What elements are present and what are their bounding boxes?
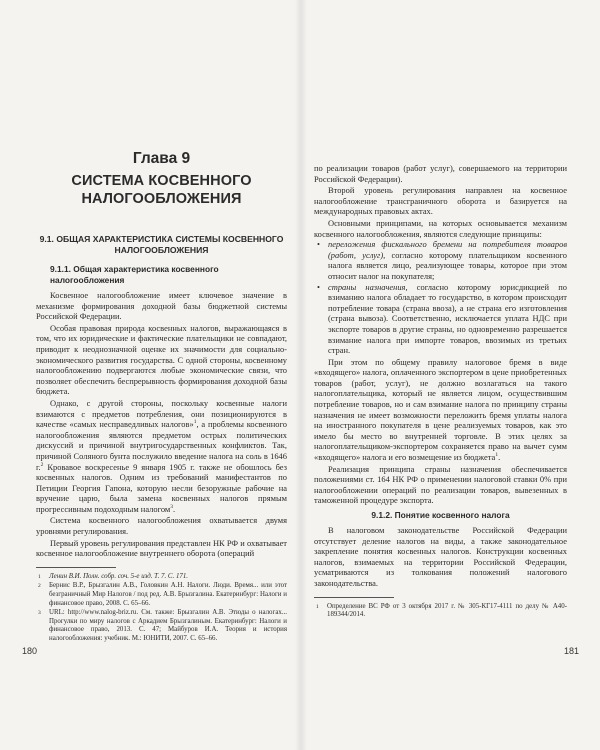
paragraph: Основными принципами, на которых основывается механизм косвенного налогообложения, являются следующие принципы: [314, 217, 567, 239]
list-item [314, 282, 567, 356]
chapter-title: СИСТЕМА КОСВЕННОГО НАЛОГООБЛОЖЕНИЯ [71, 173, 252, 207]
principles-list [314, 239, 567, 356]
footnote [314, 603, 567, 620]
footnote-number: 1 [38, 573, 41, 580]
footnote-text: Ленин В.И. Полн. собр. соч. 5-е изд. Т. 7. С. 171. [49, 572, 189, 580]
footnote-ref[interactable]: 1 [193, 419, 197, 426]
bullet-icon: • [317, 281, 320, 292]
footnote-ref[interactable]: 3 [170, 504, 173, 511]
page-number: 180 [22, 646, 38, 656]
section-title: 9.1. ОБЩАЯ ХАРАКТЕРИСТИКА СИСТЕМЫ КОСВЕННОГО НАЛОГООБЛОЖЕНИЯ [39, 234, 284, 255]
paragraph: Особая правовая природа косвенных налогов, выражающаяся в том, что их юридические и фактические плательщики не совпадают, приводит к неоднозначной оценке их значимости для социально-экономического развития государства. С одной стороны, косвенному налогообложению подвергаются любые экономические связи, что позволяет обеспечить беспрерывность формирования доходной базы бюджета. [36, 322, 287, 397]
paragraph: В налоговом законодательстве Российской Федерации отсутствует деление налогов на виды, а также законодательное закрепление понятия косвенных налогов. Конструкции косвенных налогов, взимаемых на территории Российской Федерации, усматриваются из толкования положений налогового законодательства. [314, 525, 567, 588]
list-item-text: согласно которому плательщиком косвенного налога является лицо, реализующее товары, которое при этом относит налог на покупателя; [328, 249, 568, 281]
bullet-icon: • [317, 239, 320, 250]
list-item-emphasis: переложения фискального бремени на потребителя товаров (работ, услуг), [328, 239, 567, 260]
paragraph-text: . [498, 452, 501, 463]
footnote-ref[interactable]: 2 [40, 461, 44, 468]
footnote-divider [314, 597, 394, 598]
footnote-text: Определение ВС РФ от 3 октября 2017 г. № 305-КГ17-4111 по делу № А40-189344/2014. [327, 602, 567, 619]
paragraph-text: . [172, 503, 176, 514]
paragraph-text: Кровавое воскресенье 9 января 1905 г. также не обошлось без косвенных налогов. Одним из требований манифестантов по Петиции Георгия Гапона, которую несли безоружные рабочие на вручение царю, была замена косвенных налогов прямым прогрессивным подоходным налогом [36, 461, 287, 514]
page-number: 181 [563, 646, 579, 656]
paragraph: по реализации товаров (работ услуг), совершаемого на территории Российской Федерации). [314, 163, 567, 184]
paragraph [36, 398, 287, 515]
paragraph [314, 357, 567, 463]
paragraph: Косвенное налогообложение имеет ключевое значение в механизме формирования доходной базы бюджетной системы Российской Федерации. [36, 290, 287, 322]
footnote [36, 573, 287, 582]
page-gutter [295, 0, 307, 750]
paragraph-text: При этом по общему правилу налоговое бремя в виде «входящего» налога, оплаченного экспортером в цене приобретенных товаров (работ, услуг), не должно возлагаться на такого налогоплательщика, который не является лицом, осуществившим потребление товаров, но и сам взимание налога по принципу страны назначения не имеет возможности переложить бремя уплаты налога на иностранного покупателя в цене реализуемых товаров, как это имело бы место во внутренней торговле. В этих целях за налогоплательщиком-экспортером сохраняется право на вычет сумм «входящего» налога и его возмещение из бюджета [314, 356, 567, 463]
subsection-title: 9.1.1. Общая характеристика косвенного налогообложения [50, 264, 219, 285]
list-item [314, 239, 567, 281]
paragraph: Первый уровень регулирования представлен НК РФ и охватывает косвенное налогообложение внутреннего оборота (операций [36, 537, 287, 559]
right-column [314, 163, 567, 621]
footnote-number: 2 [38, 583, 41, 590]
footnote [36, 582, 287, 608]
footnote-number: 3 [38, 610, 41, 617]
paragraph: Система косвенного налогообложения охватывается двумя уровнями регулирования. [36, 515, 287, 537]
paragraph: Реализация принципа страны назначения обеспечивается положениями ст. 164 НК РФ о применении налоговой ставки 0% при налогообложении операций по реализации товаров, вывезенных в таможенной процедуре экспорта. [314, 463, 567, 506]
list-item-emphasis: страны назначения, [328, 281, 408, 292]
list-item-text: согласно которому юрисдикцией по взиманию налога обладает то государство, в котором происходит потребление товара (страна ввоза), а не страна его изготовления (страна вывоза). Соответственно, исключается уплата НДС при экспорте товаров в другие страны, но одновременно разрешается взимание налога при импорте товаров, ввозимых из третьих стран. [328, 281, 567, 356]
paragraph: Второй уровень регулирования направлен на косвенное налогообложение трансграничного оборота и базируется на международных правовых актах. [314, 185, 567, 217]
paragraph-text: Однако, с другой стороны, поскольку косвенные налоги взимаются с предметов потребления, они позиционируются в качестве «самых несправедливых налогов» [36, 397, 287, 430]
paragraph-text: , а проблемы косвенного налогообложения являются предметом острых политических дискуссий и причиной внутригосударственных конфликтов. Так, причиной Соляного бунта послужило введение налога на соль в 1646 г. [36, 419, 287, 472]
left-column [36, 150, 287, 645]
subsection-title: 9.1.2. Понятие косвенного налога [371, 510, 510, 520]
footnote [36, 609, 287, 643]
footnote-number: 1 [316, 603, 319, 610]
footnote-text: URL: http://www.nalog-briz.ru. См. также: Брызгалин А.В. Этюды о налогах... Прогулки по миру налогов с Аркадием Брызгалиным. Екатеринбург: Налоги и финансовое право, 2013. С. 47; Майбуров И.А. Теория и история налогообложения: учебник. М.: ЮНИТИ, 2007. С. 65–66. [49, 609, 287, 642]
chapter-number: Глава 9 [132, 150, 191, 167]
footnote-text: Бернис В.Р., Брызгалин А.В., Головкин А.Н. Налоги. Люди. Время... или этот безграничный Мир Налогов / под ред. А.В. Брызгалина. Екатеринбург: Налоги и финансовое право, 2008. С. 65–66. [49, 582, 287, 607]
footnote-ref[interactable]: 1 [495, 452, 499, 459]
footnote-divider [36, 567, 116, 568]
